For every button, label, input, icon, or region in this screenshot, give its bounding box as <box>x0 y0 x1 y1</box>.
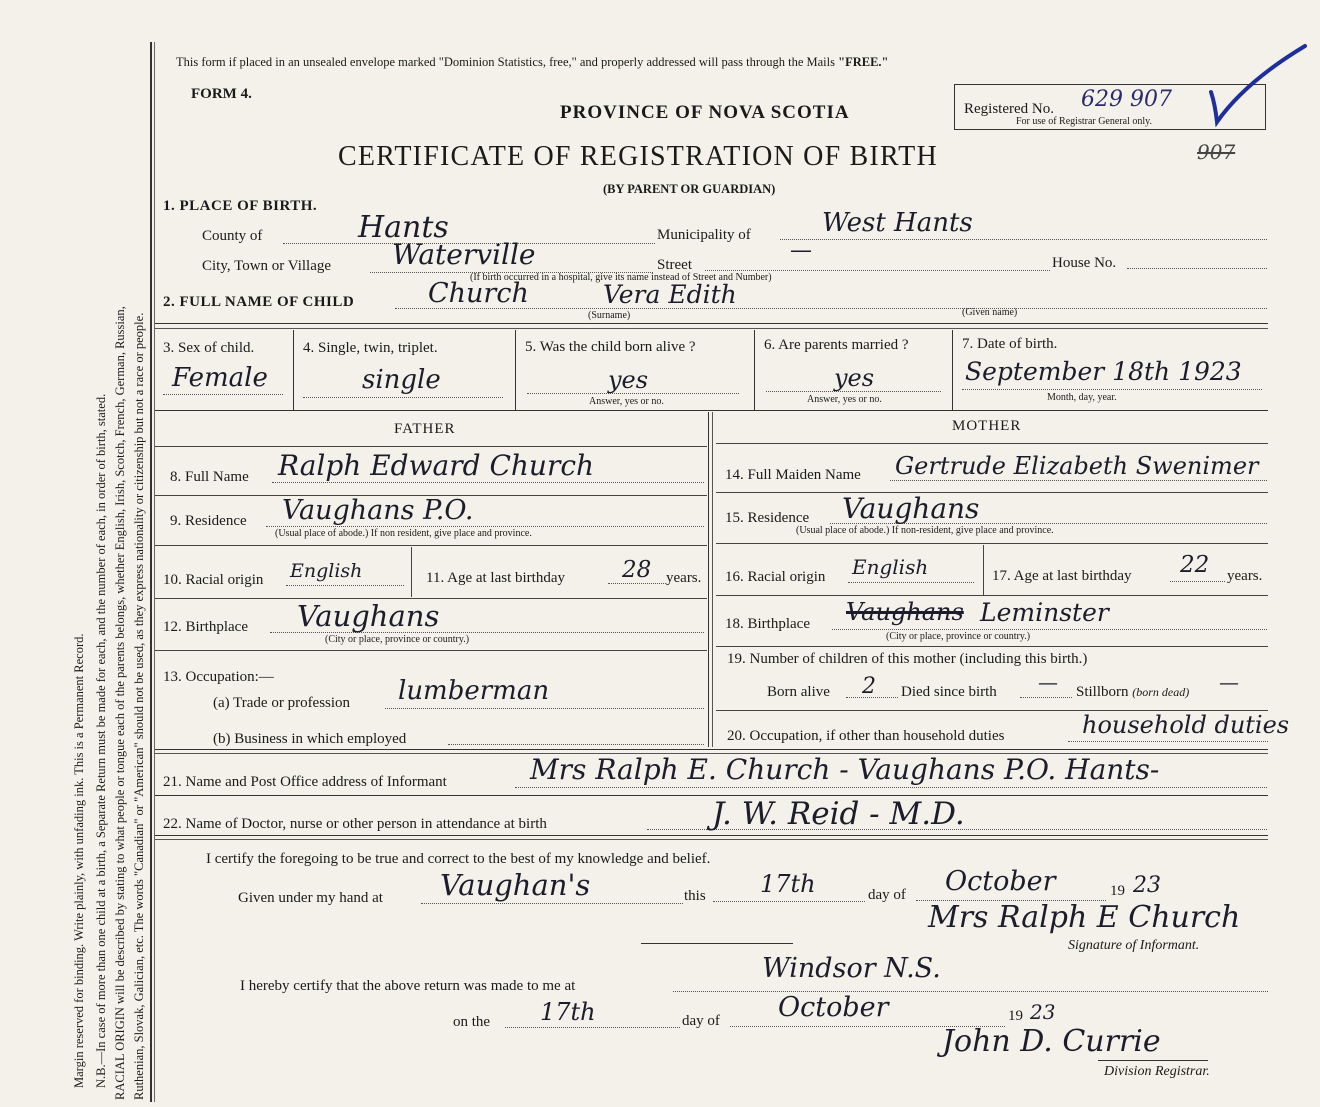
father-residence-label: 9. Residence <box>170 513 247 529</box>
born-alive-answer: yes <box>608 366 649 394</box>
row-rule-top-2 <box>155 328 1268 329</box>
born-alive-count-value: 2 <box>862 674 876 699</box>
occupation-label: 13. Occupation:— <box>163 669 274 685</box>
father-rule-4 <box>155 650 707 651</box>
father-name-line <box>272 482 704 483</box>
given-label: Given under my hand at <box>238 890 383 906</box>
city-label: City, Town or Village <box>202 258 332 274</box>
margin-rule <box>150 42 152 1102</box>
mother-rule-2 <box>716 543 1268 544</box>
street-line <box>705 270 1050 271</box>
given-place-line <box>421 903 683 904</box>
sex-line <box>163 394 283 395</box>
father-age-line <box>608 583 666 584</box>
birth-date-line <box>962 389 1262 390</box>
died-since-value: — <box>1038 670 1058 694</box>
municipality-value: West Hants <box>822 208 973 238</box>
mother-occupation-label: 20. Occupation, if other than household duties <box>727 728 1005 744</box>
mother-residence-value: Vaughans <box>842 492 980 525</box>
stillborn-text: Stillborn <box>1076 684 1129 700</box>
father-rule-2 <box>155 545 707 546</box>
father-birthplace-label: 12. Birthplace <box>163 619 248 635</box>
mother-birthplace-label: 18. Birthplace <box>725 616 810 632</box>
informant-signature-caption: Signature of Informant. <box>1068 938 1200 953</box>
mother-residence-label: 15. Residence <box>725 510 810 526</box>
reg-day: 17th <box>540 998 596 1026</box>
street-label: Street <box>657 257 692 273</box>
trade-line <box>385 708 704 709</box>
hospital-note: (If birth occurred in a hospital, give its name instead of Street and Number) <box>470 272 772 283</box>
given-year-prefix: 19 <box>1110 883 1125 899</box>
father-racial-value: English <box>290 560 363 582</box>
mail-note-free: "FREE." <box>838 55 889 69</box>
plurality-label: 4. Single, twin, triplet. <box>303 340 438 356</box>
registrar-place-line <box>673 991 1268 992</box>
registrar-signature-caption: Division Registrar. <box>1104 1064 1210 1079</box>
trade-label: (a) Trade or profession <box>213 695 351 711</box>
mother-occupation-line <box>1068 741 1268 742</box>
married-answer: yes <box>834 364 875 392</box>
father-racial-line <box>286 585 404 586</box>
signature-separator <box>641 943 793 944</box>
given-day-line <box>713 901 865 902</box>
sex-label: 3. Sex of child. <box>163 340 255 356</box>
stillborn-label <box>1076 684 1189 701</box>
registrar-place: Windsor N.S. <box>762 953 941 984</box>
mother-age-value: 22 <box>1180 552 1210 578</box>
registrar-statement: I hereby certify that the above return was made to me at <box>240 978 576 994</box>
place-of-birth-label: 1. PLACE OF BIRTH. <box>163 198 318 214</box>
father-birthplace-caption: (City or place, province or country.) <box>325 634 470 645</box>
informant-value: Mrs Ralph E. Church - Vaughans P.O. Hants- <box>530 753 1160 786</box>
father-age-value: 28 <box>622 557 652 583</box>
checkmark-icon <box>1205 42 1315 127</box>
given-day: 17th <box>760 870 816 898</box>
row-rule-top <box>155 323 1268 324</box>
mother-heading-rule <box>716 443 1268 444</box>
mother-racial-line <box>848 582 974 583</box>
died-since-line <box>1020 697 1072 698</box>
father-age-unit: years. <box>666 570 702 586</box>
county-value: Hants <box>358 210 449 245</box>
mother-racial-value: English <box>852 555 929 579</box>
margin-note-4: Ruthenian, Slovak, Galician, etc. The words "Canadian" or "American" should not be used, as they express nationality or citizenship but not a race or people. <box>132 312 146 1100</box>
registrar-signature-line <box>1098 1060 1208 1061</box>
certificate-title: CERTIFICATE OF REGISTRATION OF BIRTH <box>338 141 938 172</box>
margin-number-text: 907 <box>1197 140 1236 164</box>
registered-number: 629 907 <box>1081 87 1172 112</box>
margin-rule-inner <box>154 42 155 1102</box>
married-question: 6. Are parents married ? <box>764 337 909 353</box>
mother-birthplace-caption: (City or place, province or country.) <box>886 631 1031 642</box>
mother-rule-1 <box>716 492 1268 493</box>
father-heading-rule <box>155 446 707 447</box>
informant-label: 21. Name and Post Office address of Informant <box>163 774 447 790</box>
mother-heading: MOTHER <box>952 418 1022 434</box>
birth-date-caption: Month, day, year. <box>1047 392 1117 403</box>
registrar-note: For use of Registrar General only. <box>1016 116 1152 127</box>
municipality-label: Municipality of <box>657 227 751 243</box>
given-day-of-label: day of <box>868 887 906 903</box>
married-caption: Answer, yes or no. <box>807 394 882 405</box>
informant-rule-top <box>155 749 1268 750</box>
county-label: County of <box>202 228 263 244</box>
mother-birthplace-value: Leminster <box>980 598 1109 627</box>
reg-day-of-label: day of <box>682 1013 720 1029</box>
given-month: October <box>945 866 1056 897</box>
child-name-label: 2. FULL NAME OF CHILD <box>163 294 355 310</box>
stillborn-value: — <box>1219 670 1239 694</box>
municipality-line <box>780 239 1267 240</box>
father-residence-value: Vaughans P.O. <box>282 495 474 526</box>
margin-note-1: Margin reserved for binding. Write plainly, with unfading ink. This is a Permanent Record. <box>72 633 86 1088</box>
mother-age-label: 17. Age at last birthday <box>992 568 1132 584</box>
sex-value: Female <box>172 363 268 393</box>
mother-birthplace-struck: Vaughans <box>846 598 964 626</box>
given-place: Vaughan's <box>440 868 591 902</box>
father-name-value: Ralph Edward Church <box>278 449 595 482</box>
mail-note <box>176 55 888 70</box>
house-number-line <box>1127 268 1267 269</box>
margin-note-2: N.B.—In case of more than one child at a birth, a Separate Return must be made for each, and the number of each, in order of birth, stated. <box>94 393 108 1088</box>
mother-occupation-value: household duties <box>1082 711 1290 739</box>
row-divider-4 <box>952 330 953 410</box>
father-heading: FATHER <box>394 421 456 437</box>
mother-residence-caption: (Usual place of abode.) If non-resident, give place and province. <box>796 525 1054 536</box>
reg-year: 23 <box>1030 1000 1056 1024</box>
mother-rule-3 <box>716 595 1268 596</box>
certificate-subtitle: (BY PARENT OR GUARDIAN) <box>603 182 776 196</box>
mother-name-line <box>890 480 1267 481</box>
given-year: 23 <box>1133 873 1161 898</box>
father-name-label: 8. Full Name <box>170 469 249 485</box>
trade-value: lumberman <box>398 676 550 706</box>
father-age-label: 11. Age at last birthday <box>426 570 565 586</box>
registered-label: Registered No. <box>964 101 1054 117</box>
mail-note-text: This form if placed in an unsealed envelope marked "Dominion Statistics, free," and properly addressed will pass through the Mails <box>176 55 835 69</box>
row-divider-1 <box>293 330 294 410</box>
form-number: FORM 4. <box>191 86 252 102</box>
mother-name-label: 14. Full Maiden Name <box>725 467 861 483</box>
child-surname: Church <box>428 278 529 309</box>
father-racial-label: 10. Racial origin <box>163 572 264 588</box>
informant-rule-bottom <box>155 835 1268 836</box>
born-alive-caption: Answer, yes or no. <box>589 396 664 407</box>
street-value: — <box>790 238 812 263</box>
reg-month: October <box>778 992 889 1023</box>
birth-date-label: 7. Date of birth. <box>962 336 1058 352</box>
mother-age-unit: years. <box>1227 568 1263 584</box>
reg-day-line <box>505 1027 680 1028</box>
parents-divider-2 <box>712 412 713 747</box>
registrar-signature: John D. Currie <box>942 1024 1161 1059</box>
child-given-name: Vera Edith <box>603 280 737 309</box>
birth-date-value: September 18th 1923 <box>965 357 1242 386</box>
business-label: (b) Business in which employed <box>213 731 407 747</box>
given-name-caption: (Given name) <box>962 307 1018 318</box>
province-heading: PROVINCE OF NOVA SCOTIA <box>560 102 850 123</box>
certify-statement: I certify the foregoing to be true and correct to the best of my knowledge and belief. <box>206 851 711 867</box>
mother-racial-label: 16. Racial origin <box>725 569 826 585</box>
father-residence-line <box>266 526 704 527</box>
doctor-label: 22. Name of Doctor, nurse or other person in attendance at birth <box>163 816 547 832</box>
mother-name-value: Gertrude Elizabeth Swenimer <box>895 452 1259 480</box>
business-line <box>448 744 704 745</box>
stillborn-note: (born dead) <box>1132 685 1190 699</box>
plurality-line <box>303 397 503 398</box>
house-number-label: House No. <box>1052 255 1117 271</box>
city-value: Waterville <box>392 238 536 271</box>
row-divider-3 <box>754 330 755 410</box>
surname-caption: (Surname) <box>588 310 631 321</box>
given-this-label: this <box>684 888 706 904</box>
reg-year-prefix: 19 <box>1008 1008 1023 1024</box>
informant-signature: Mrs Ralph E Church <box>928 900 1241 935</box>
plurality-value: single <box>362 365 441 395</box>
doctor-value: J. W. Reid - M.D. <box>712 796 965 832</box>
informant-line <box>515 787 1267 788</box>
informant-rule-bottom-2 <box>155 839 1268 840</box>
born-alive-count-label: Born alive <box>767 684 830 700</box>
row-rule-bottom <box>155 410 1268 411</box>
born-alive-question: 5. Was the child born alive ? <box>525 339 696 355</box>
father-birthplace-value: Vaughans <box>297 599 440 633</box>
father-residence-caption: (Usual place of abode.) If non resident, give place and province. <box>275 528 532 539</box>
on-the-label: on the <box>453 1014 491 1030</box>
children-count-label: 19. Number of children of this mother (including this birth.) <box>727 651 1088 667</box>
mother-rule-4 <box>716 646 1268 647</box>
parents-divider <box>708 412 709 747</box>
mother-age-divider <box>983 545 984 595</box>
died-since-label: Died since birth <box>901 684 997 700</box>
row-divider-2 <box>515 330 516 410</box>
margin-note-3: RACIAL ORIGIN will be described by stating to what people or tongue each of the parents belongs, whether English, Irish, Scotch, French, German, Russian, <box>113 306 127 1100</box>
father-age-divider <box>411 547 412 597</box>
mother-birthplace-line <box>832 629 1267 630</box>
margin-number <box>1197 140 1235 164</box>
mother-age-line <box>1170 581 1225 582</box>
